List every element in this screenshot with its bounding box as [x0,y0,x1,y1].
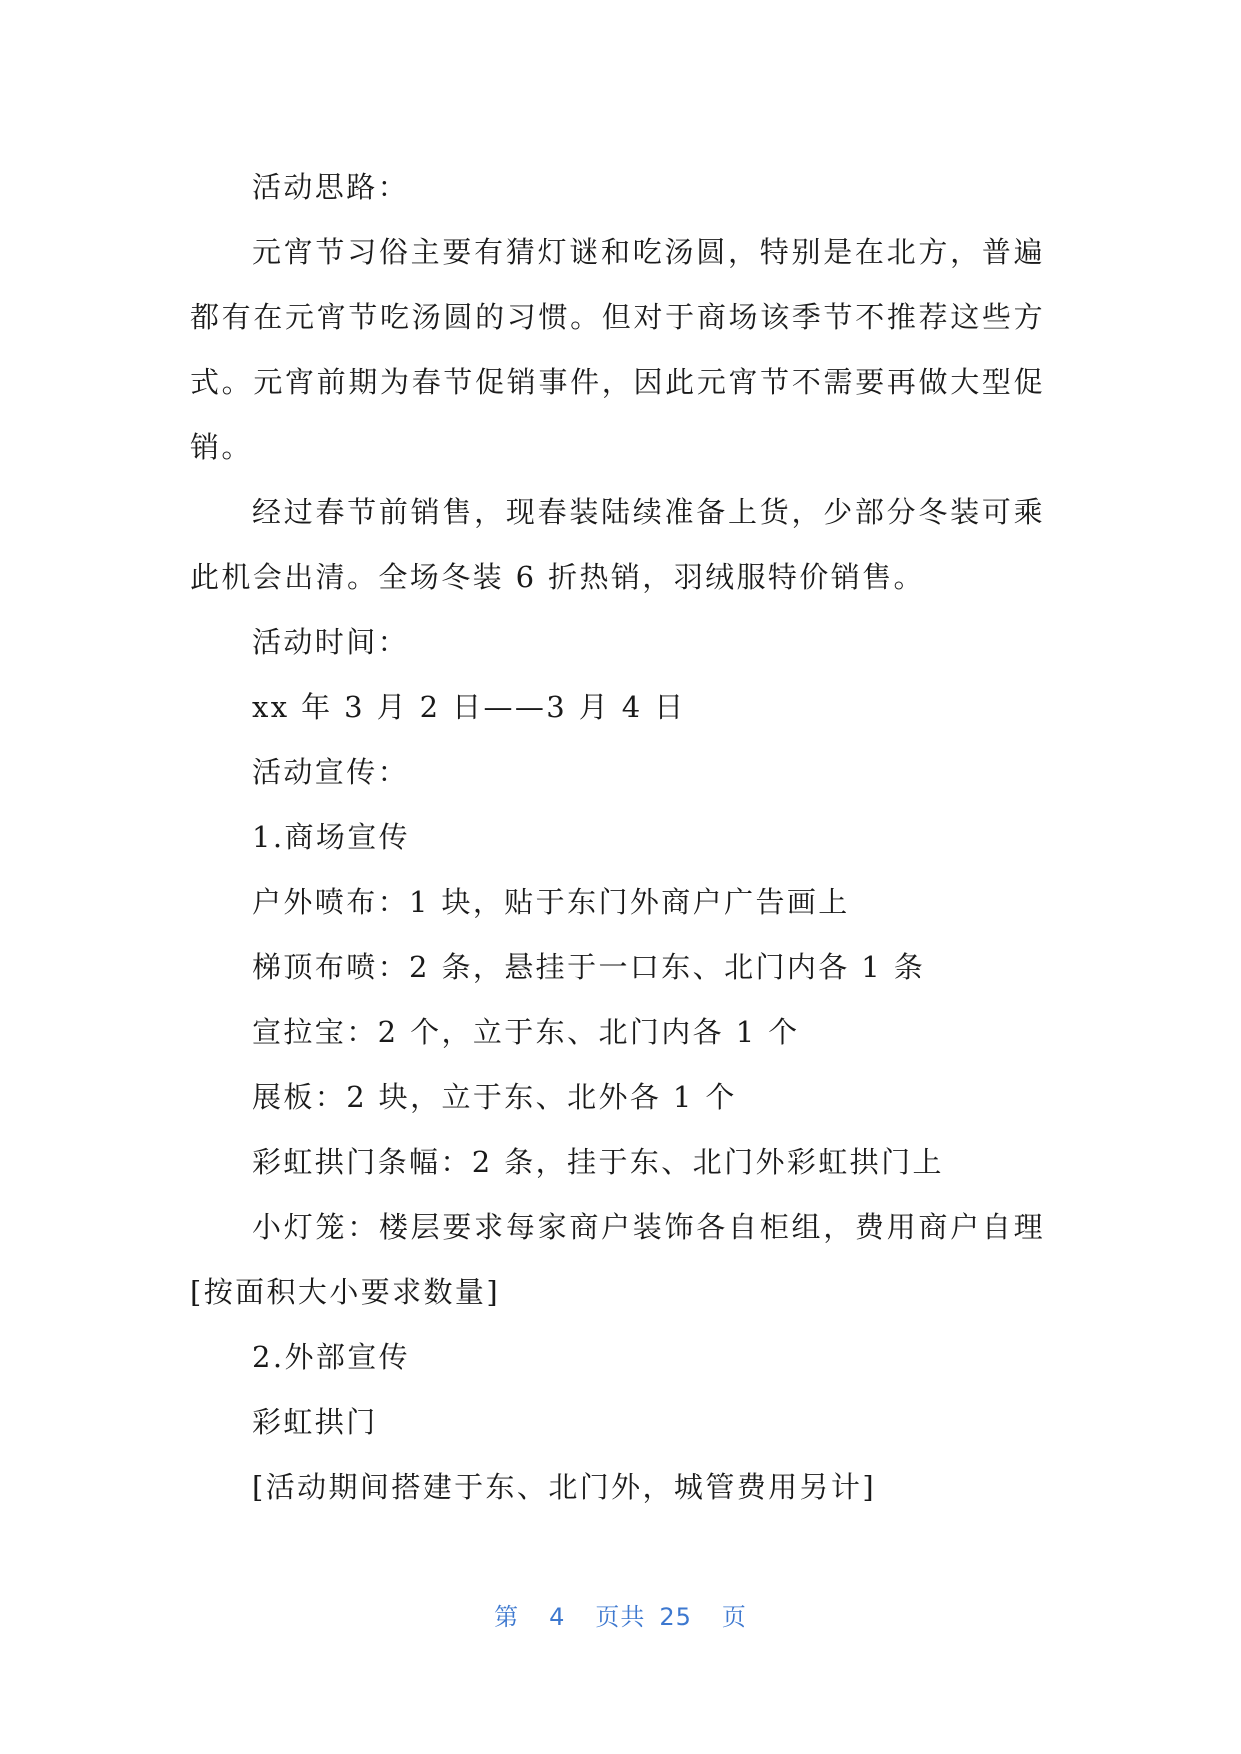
page-footer [0,1597,1241,1632]
footer-current-page: 4 [549,1603,566,1631]
footer-label-of: 页共 [595,1603,646,1631]
paragraph-list-item: 彩虹拱门 [252,1405,378,1439]
document-body [190,155,1045,1520]
paragraph-section-heading: 活动思路： [252,170,410,204]
paragraph-list-item: 彩虹拱门条幅：2 条，挂于东、北门外彩虹拱门上 [252,1145,944,1179]
paragraph-list-item: 展板：2 块，立于东、北外各 1 个 [252,1080,737,1114]
paragraph: 经过春节前销售，现春装陆续准备上货，少部分冬装可乘此机会出清。全场冬装 6 折热销，羽绒服特价销售。 [190,495,1045,594]
paragraph-list-item: 户外喷布：1 块，贴于东门外商户广告画上 [252,885,850,919]
paragraph-section-heading: 活动宣传： [252,755,410,789]
paragraph-subheading: 2.外部宣传 [252,1340,411,1374]
paragraph-list-item: 梯顶布喷：2 条，悬挂于一口东、北门内各 1 条 [252,950,926,984]
paragraph-section-heading: 活动时间： [252,625,410,659]
paragraph-list-item: 小灯笼：楼层要求每家商户装饰各自柜组，费用商户自理[按面积大小要求数量] [190,1210,1045,1309]
paragraph-subheading: 1.商场宣传 [252,820,411,854]
footer-total-pages: 25 [659,1603,692,1631]
paragraph: 元宵节习俗主要有猜灯谜和吃汤圆，特别是在北方，普遍都有在元宵节吃汤圆的习惯。但对于商场该季节不推荐这些方式。元宵前期为春节促销事件，因此元宵节不需要再做大型促销。 [190,235,1045,464]
paragraph-list-item: 宣拉宝：2 个，立于东、北门内各 1 个 [252,1015,800,1049]
footer-label-page: 第 [494,1603,520,1631]
paragraph-note: [活动期间搭建于东、北门外，城管费用另计] [252,1470,877,1504]
footer-label-end: 页 [721,1603,747,1631]
paragraph-date-range: xx 年 3 月 2 日——3 月 4 日 [252,690,686,724]
